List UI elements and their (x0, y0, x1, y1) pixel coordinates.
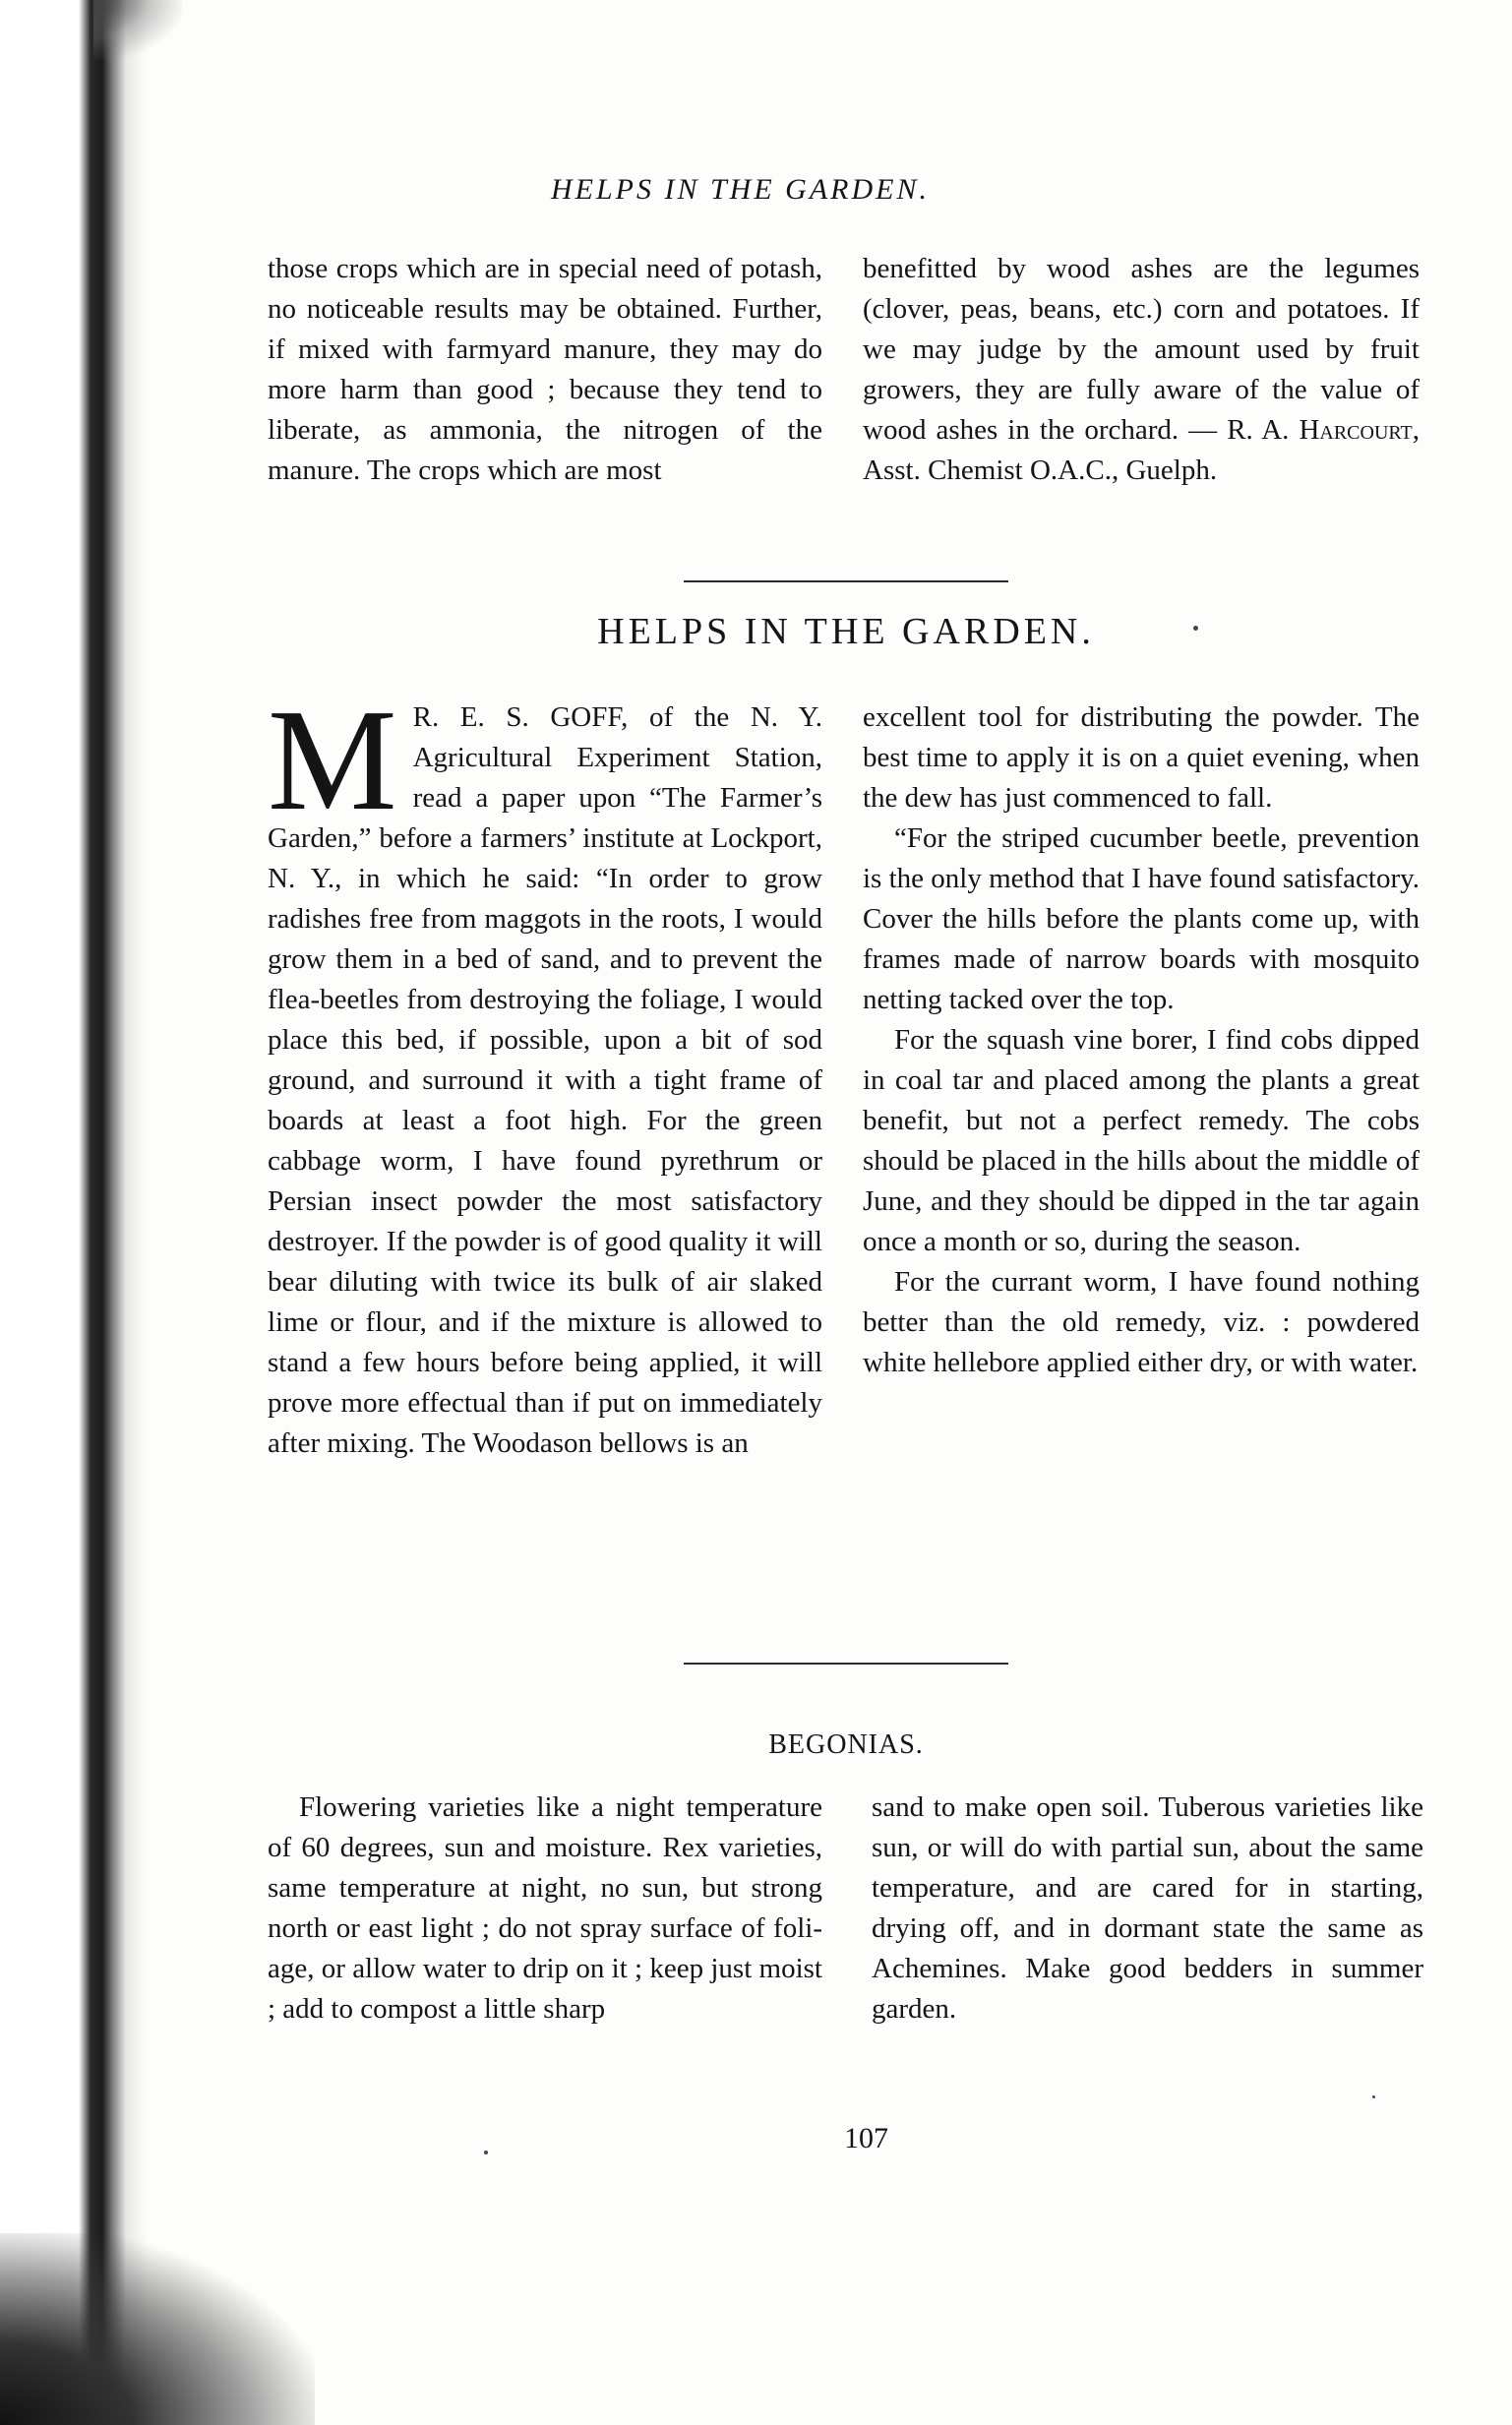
section-divider-2 (684, 1663, 1008, 1665)
begonias-left-text: Flowering varieties like a night temperature of 60 degrees, sun and moisture. Rex varieties, same temperature at night, no sun, but strong north or east light ; do not spray surface of foliage, or allow water to drip on it ; keep just moist ; add to compost a little sharp (268, 1791, 822, 2025)
top-right-column (863, 249, 1420, 491)
begonias-right-column (872, 1788, 1423, 2030)
helps-left-text (268, 680, 822, 1464)
helps-left-column (268, 680, 822, 1464)
drop-cap: M (268, 680, 397, 841)
running-head: HELPS IN THE GARDEN. (551, 173, 930, 206)
begonias-left-column (268, 1788, 822, 2030)
section-title-helps: HELPS IN THE GARDEN. (597, 611, 1095, 652)
helps-right-paragraph-2: “For the striped cucumber beetle, prevention is the only method that I have found satisfactory. Cover the hills before the plants come up, with frames made of narrow boards with mosquito netting tacked over the top. (863, 822, 1420, 1015)
print-speck (1372, 2095, 1375, 2098)
section-divider-1 (684, 580, 1008, 582)
binding-shadow-top (93, 0, 182, 59)
helps-right-paragraph-1: excellent tool for distributing the powder. The best time to apply it is on a quiet evening, when the dew has just commenced to fall. (863, 701, 1420, 814)
helps-right-paragraph-3: For the squash vine borer, I find cobs dipped in coal tar and placed among the plants a great benefit, but not a perfect remedy. The cobs should be placed in the hills about the middle of June, and they should be dipped in the tar again once a month or so, during the season. (863, 1024, 1420, 1257)
print-speck (484, 2151, 488, 2154)
print-speck (1193, 626, 1198, 631)
book-binding-shadow (0, 0, 148, 2425)
section-title-begonias: BEGONIAS. (768, 1729, 924, 1760)
page-number: 107 (844, 2122, 888, 2154)
helps-right-column (863, 697, 1420, 1383)
top-left-column (268, 249, 822, 491)
author-affiliation: Asst. Chemist O.A.C., Guelph. (863, 455, 1218, 486)
top-right-body: benefitted by wood ashes are the legumes (clover, peas, beans, etc.) corn and potatoes. If we may judge by the amount used by fruit growers, they are fully aware of the value of wood ashes in the orchard. — R. A. (863, 253, 1420, 446)
author-name: Harcourt, (1299, 414, 1420, 446)
top-left-text: those crops which are in special need of potash, no noticeable results may be obtained. Further, if mixed with farmyard manure, they may do more harm than good ; because they tend to liberate, as ammonia, the nitrogen of the manure. The crops which are most (268, 253, 822, 486)
helps-left-body: R. E. S. GOFF, of the N. Y. Agricultural Experiment Station, read a paper upon “The Farmer’s Garden,” before a farmers’ institute at Lockport, N. Y., in which he said: “In order to grow radishes free from maggots in the roots, I would grow them in a bed of sand, and to prevent the flea-beetles from destroying the foliage, I would place this bed, if possible, upon a bit of sod ground, and surround it with a tight frame of boards at least a foot high. For the green cabbage worm, I have found pyrethrum or Persian insect powder the most satisfactory destroyer. If the powder is of good quality it will bear diluting with twice its bulk of air slaked lime or flour, and if the mixture is allowed to stand a few hours before being applied, it will prove more effectual than if put on immediately after mixing. The Woodason bellows is an (268, 701, 822, 1459)
begonias-right-text: sand to make open soil. Tuberous varieties like sun, or will do with partial sun, about the same temperature, and are cared for in starting, drying off, and in dormant state the same as Achemines. Make good bedders in summer garden. (872, 1791, 1423, 2025)
helps-right-paragraph-4: For the currant worm, I have found nothing better than the old remedy, viz. : powdered white hellebore applied either dry, or with water. (863, 1266, 1420, 1378)
top-right-text (863, 249, 1420, 491)
binding-shadow-bottom (0, 2233, 315, 2425)
